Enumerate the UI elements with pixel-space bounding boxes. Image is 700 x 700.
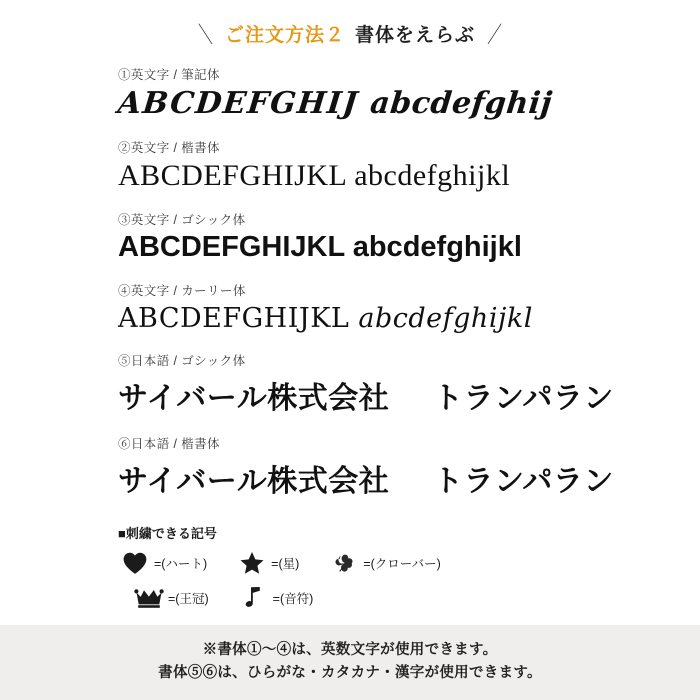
heart-icon: [118, 548, 152, 578]
font-sample-upper: ABCDEFGHIJ: [116, 86, 361, 121]
font-sample-text: [116, 86, 700, 121]
symbol-caption: =(星): [271, 557, 300, 571]
clover-icon: [327, 548, 361, 578]
font-sample-upper: サイバール株式会社: [118, 464, 390, 499]
symbols-row-1: [118, 548, 700, 578]
font-sample-text: [118, 159, 700, 193]
symbol-caption: =(クローバー): [363, 557, 441, 571]
font-sample-upper: ABCDEFGHIJKL: [118, 303, 350, 334]
font-sample-2: [118, 138, 700, 193]
font-sample-label: ⑤日本語 / ゴシック体: [118, 354, 246, 368]
symbol-item-music-note: [237, 583, 314, 613]
font-sample-upper: サイバール株式会社: [118, 381, 390, 416]
font-sample-upper: ABCDEFGHIJKL: [118, 159, 347, 192]
font-sample-upper: ABCDEFGHIJKL: [118, 231, 345, 263]
symbol-caption: =(音符): [272, 592, 314, 606]
font-sample-1: [118, 65, 700, 121]
footer-note: [0, 625, 700, 700]
font-sample-lower: トランパラン: [432, 464, 614, 499]
slash-left-decoration: ＼: [193, 23, 217, 48]
symbols-section: [0, 517, 700, 613]
music-note-icon: [237, 583, 271, 613]
symbol-caption: =(王冠): [168, 592, 209, 606]
symbol-item-heart: [118, 548, 207, 578]
font-sample-label: ②英文字 / 楷書体: [118, 141, 220, 155]
footer-note-line-1: ※書体①〜④は、英数文字が使用できます。: [202, 642, 498, 659]
font-sample-lower: abcdefghijkl: [358, 303, 533, 334]
star-icon: [235, 548, 269, 578]
font-sample-lower: abcdefghijkl: [354, 159, 511, 192]
font-sample-5: [118, 351, 700, 417]
font-sample-3: [118, 210, 700, 264]
font-sample-4: [118, 281, 700, 334]
crown-icon: [132, 583, 166, 613]
slash-right-decoration: ／: [483, 23, 507, 48]
font-sample-text: [118, 373, 700, 417]
symbol-caption: =(ハート): [154, 557, 208, 571]
font-sample-text: [118, 456, 700, 500]
font-sample-text: [118, 231, 700, 264]
font-sample-lower: abcdefghij: [368, 86, 554, 121]
font-sample-list: [0, 51, 700, 500]
font-sample-label: ④英文字 / カーリー体: [118, 284, 246, 298]
font-sample-text: [118, 303, 700, 334]
symbols-row-2: [118, 583, 700, 613]
page-title: 書体をえらぶ: [355, 25, 476, 46]
font-sample-label: ③英文字 / ゴシック体: [118, 213, 246, 227]
symbols-section-title: ■刺繍できる記号: [118, 526, 217, 541]
font-sample-lower: トランパラン: [432, 381, 614, 416]
font-sample-lower: abcdefghijkl: [352, 231, 522, 263]
font-sample-label: ①英文字 / 筆記体: [118, 68, 220, 82]
page-header: [0, 0, 700, 51]
font-sample-label: ⑥日本語 / 楷書体: [118, 437, 220, 451]
page-title-step: ご注文方法２: [224, 25, 345, 46]
symbol-item-crown: [132, 583, 209, 613]
symbol-item-star: [235, 548, 299, 578]
footer-note-line-2: 書体⑤⑥は、ひらがな・カタカナ・漢字が使用できます。: [158, 664, 542, 681]
symbol-item-clover: [327, 548, 441, 578]
font-sample-6: [118, 434, 700, 500]
